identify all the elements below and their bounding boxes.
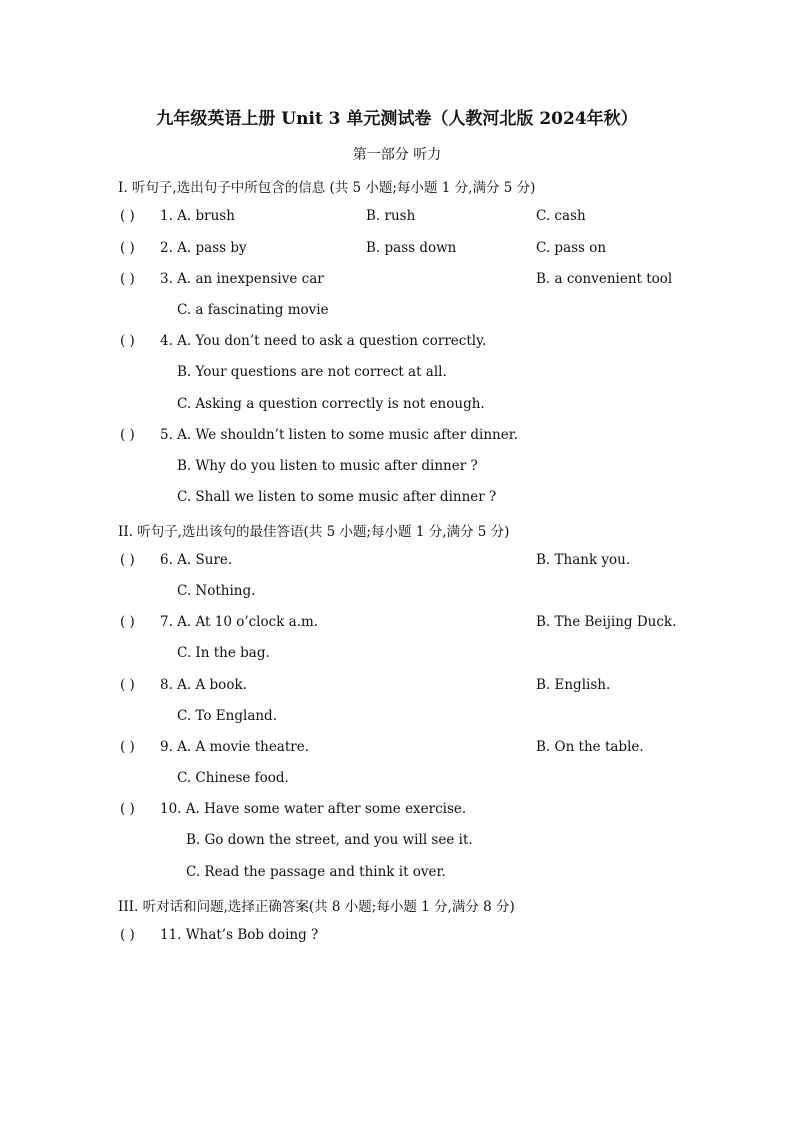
question-1 [120,208,235,224]
option-a: 9. A. A movie theatre. [160,739,310,755]
answer-paren: ( ) [120,333,135,349]
q1-option-b: B. rush [366,208,416,224]
page-title: 九年级英语上册 Unit 3 单元测试卷（人教河北版 2024年秋） [156,109,638,129]
question-4 [120,333,486,349]
option-a: 8. A. A book. [160,677,247,693]
q5-option-c: C. Shall we listen to some music after dinner ? [177,489,497,505]
answer-paren: ( ) [120,801,135,817]
section-heading-3: III. 听对话和问题,选择正确答案(共 8 小题;每小题 1 分,满分 8 分) [118,899,515,915]
question-2 [120,240,247,256]
q6-option-b: B. Thank you. [536,552,631,568]
q6-option-c: C. Nothing. [177,583,256,599]
q2-option-b: B. pass down [366,240,457,256]
answer-paren: ( ) [120,208,135,224]
q7-option-c: C. In the bag. [177,645,270,661]
answer-paren: ( ) [120,677,135,693]
answer-paren: ( ) [120,614,135,630]
option-a: 5. A. We shouldn’t listen to some music after dinner. [160,427,519,443]
answer-paren: ( ) [120,552,135,568]
answer-paren: ( ) [120,271,135,287]
q10-option-c: C. Read the passage and think it over. [186,864,446,880]
question-stem: 11. What’s Bob doing ? [160,927,319,943]
q9-option-b: B. On the table. [536,739,644,755]
option-a: 3. A. an inexpensive car [160,271,324,287]
q7-option-b: B. The Beijing Duck. [536,614,677,630]
q3-option-b: B. a convenient tool [536,271,673,287]
q8-option-c: C. To England. [177,708,277,724]
q1-option-c: C. cash [536,208,586,224]
question-9 [120,739,309,755]
question-8 [120,677,247,693]
question-6 [120,552,232,568]
option-a: 1. A. brush [160,208,235,224]
section-heading-1: I. 听句子,选出句子中所包含的信息 (共 5 小题;每小题 1 分,满分 5 分) [118,180,536,196]
section-heading-2: II. 听句子,选出该句的最佳答语(共 5 小题;每小题 1 分,满分 5 分) [118,524,510,540]
option-a: 4. A. You don’t need to ask a question correctly. [160,333,487,349]
q8-option-b: B. English. [536,677,611,693]
question-3 [120,271,324,287]
part-heading: 第一部分 听力 [352,147,442,163]
option-a: 2. A. pass by [160,240,247,256]
question-10 [120,801,466,817]
q2-option-c: C. pass on [536,240,607,256]
option-a: 7. A. At 10 o’clock a.m. [160,614,319,630]
q5-option-b: B. Why do you listen to music after dinner ? [177,458,478,474]
answer-paren: ( ) [120,927,135,943]
answer-paren: ( ) [120,427,135,443]
q10-option-b: B. Go down the street, and you will see it. [186,832,473,848]
question-11 [120,927,318,943]
question-5 [120,427,518,443]
q4-option-b: B. Your questions are not correct at all. [177,364,447,380]
answer-paren: ( ) [120,240,135,256]
q4-option-c: C. Asking a question correctly is not enough. [177,396,485,412]
q9-option-c: C. Chinese food. [177,770,289,786]
q3-option-c: C. a fascinating movie [177,302,329,318]
question-7 [120,614,318,630]
option-a: 6. A. Sure. [160,552,233,568]
option-a: 10. A. Have some water after some exercise. [160,801,467,817]
answer-paren: ( ) [120,739,135,755]
